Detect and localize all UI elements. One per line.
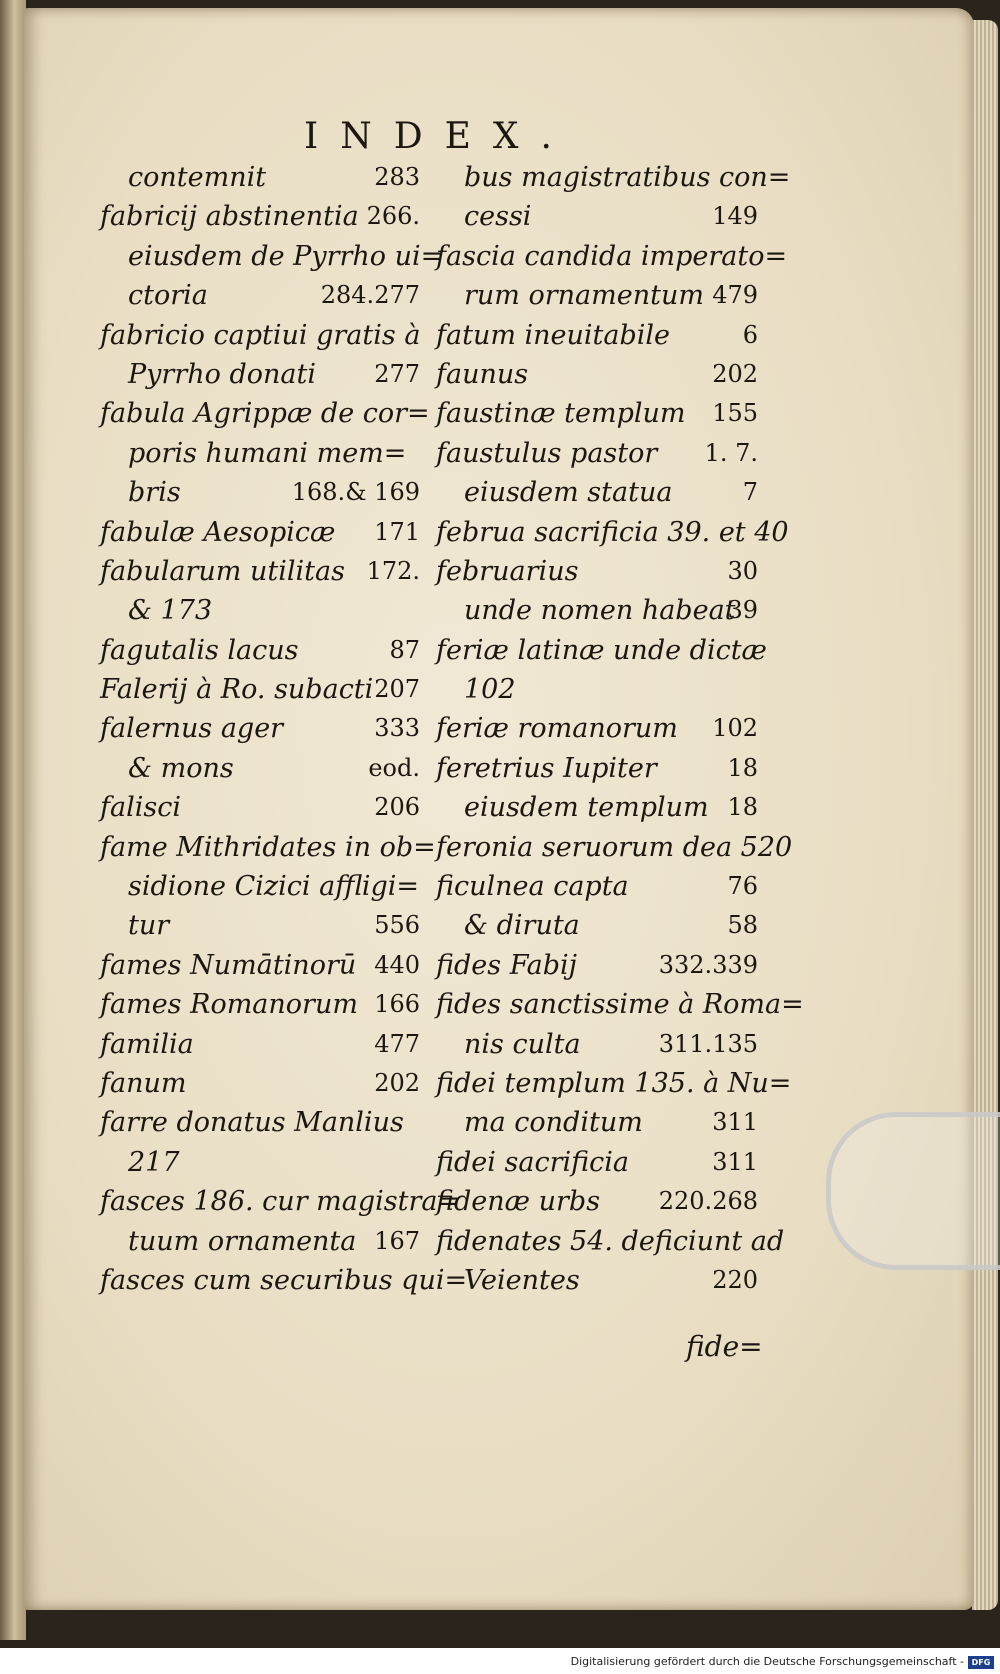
entry-text: sidione Cizici affligi= (128, 871, 420, 903)
entry-page-number: 220 (712, 1265, 758, 1294)
entry-page-number: 7 (742, 478, 758, 507)
index-entry (436, 1222, 785, 1261)
index-entry (436, 1143, 758, 1182)
entry-text: contemnit (128, 162, 267, 193)
index-column-left (100, 158, 468, 1300)
index-entry (436, 513, 789, 552)
entry-text: fidenates 54. deficiunt ad (436, 1225, 785, 1257)
entry-text: & mons (128, 752, 234, 784)
index-column-right (436, 158, 804, 1300)
index-entry (100, 1064, 420, 1103)
entry-text: bus magistratibus con= (464, 162, 791, 193)
entry-text: farre donatus Manlius (100, 1107, 404, 1139)
entry-page-number: 18 (727, 793, 758, 822)
index-page (24, 8, 974, 1610)
facing-page-edge (0, 0, 26, 1640)
entry-text: fames Romanorum (100, 989, 358, 1021)
index-entry (436, 828, 793, 867)
entry-text: fides Fabij (436, 949, 577, 981)
entry-page-number: 333 (374, 714, 420, 743)
index-entry (436, 473, 758, 512)
index-entry (100, 1143, 420, 1182)
index-entry (100, 355, 420, 394)
index-entry (436, 1103, 758, 1142)
index-entry (436, 749, 758, 788)
entry-page-number: 311.135 (658, 1029, 758, 1058)
entry-text: fabularum utilitas (100, 555, 345, 587)
entry-text: faustinæ templum (436, 398, 686, 430)
index-entry (436, 276, 758, 315)
index-entry (100, 985, 420, 1024)
index-entry (100, 1182, 461, 1221)
entry-text: cessi (464, 201, 532, 233)
index-entry (100, 1222, 420, 1261)
entry-text: 217 (128, 1146, 180, 1178)
entry-page-number: 149 (712, 202, 758, 231)
entry-text: & diruta (464, 910, 580, 942)
index-entry (100, 1261, 468, 1300)
index-entry (436, 591, 758, 630)
entry-page-number: 311 (712, 1147, 758, 1176)
entry-page-number: 332.339 (658, 950, 758, 979)
entry-text: tuum ornamenta (128, 1225, 357, 1257)
entry-page-number: 171 (374, 517, 420, 546)
dfg-logo: DFG (968, 1656, 994, 1669)
entry-page-number: 166 (374, 990, 420, 1019)
entry-text: februa sacrificia 39. et 40 (436, 516, 789, 548)
catchword: fide= (686, 1330, 763, 1363)
index-entry (100, 434, 420, 473)
index-entry (100, 906, 420, 945)
entry-text: eiusdem de Pyrrho ui= (128, 240, 444, 272)
entry-text: Pyrrho donati (128, 358, 316, 390)
entry-text: Falerij à Ro. subacti (100, 674, 374, 706)
index-entry (436, 197, 758, 236)
entry-text: falisci (100, 792, 181, 824)
entry-page-number: 102 (712, 714, 758, 743)
entry-text: faustulus pastor (436, 437, 658, 469)
entry-text: feronia seruorum dea 520 (436, 831, 793, 863)
entry-page-number: 58 (727, 911, 758, 940)
entry-page-number: 311 (712, 1108, 758, 1137)
entry-page-number: 172. (366, 556, 420, 585)
entry-page-number: 202 (374, 1068, 420, 1097)
page-clip (826, 1112, 1000, 1270)
index-entry (436, 1261, 758, 1300)
entry-page-number: 283 (374, 163, 420, 191)
entry-page-number: 440 (374, 950, 420, 979)
index-entry (436, 434, 758, 473)
index-entry (436, 709, 758, 748)
entry-text: fidei templum 135. à Nu= (436, 1067, 792, 1099)
entry-page-number: 1. 7. (704, 438, 758, 467)
entry-text: februarius (436, 555, 579, 587)
running-head: INDEX. (304, 116, 574, 157)
entry-page-number: 39 (727, 596, 758, 625)
entry-text: feretrius Iupiter (436, 752, 657, 784)
index-entry (100, 197, 420, 236)
entry-text: fasces 186. cur magistra= (100, 1186, 461, 1218)
index-entry (100, 1103, 420, 1142)
index-entry (100, 237, 444, 276)
entry-text: fides sanctissime à Roma= (436, 989, 804, 1021)
index-entry (100, 591, 420, 630)
index-entry (436, 946, 758, 985)
index-entry (100, 788, 420, 827)
page-fore-edge (972, 20, 998, 1610)
index-entry (100, 631, 420, 670)
index-entry (100, 513, 420, 552)
entry-text: eiusdem statua (464, 477, 673, 509)
entry-page-number: 6 (742, 320, 758, 349)
entry-page-number: 30 (727, 556, 758, 585)
index-entry (436, 1025, 758, 1064)
entry-text: feriæ latinæ unde dictæ (436, 634, 767, 666)
entry-text: familia (100, 1028, 194, 1060)
facing-page-fragments (2, 150, 24, 1550)
entry-page-number: 202 (712, 359, 758, 388)
entry-text: fabricio captiui gratis à (100, 319, 421, 351)
entry-text: & 173 (128, 595, 213, 627)
entry-text: 102 (464, 674, 516, 706)
entry-page-number: 277 (374, 359, 420, 388)
index-entry (100, 473, 420, 512)
entry-text: fame Mithridates in ob= (100, 831, 436, 863)
entry-page-number: 284.277 (320, 281, 420, 310)
index-entry (436, 552, 758, 591)
entry-page-number: 207 (374, 675, 420, 704)
entry-page-number: 87 (389, 635, 420, 664)
entry-text: fabricij abstinentia (100, 201, 359, 233)
entry-page-number: 155 (712, 399, 758, 428)
index-entry (436, 906, 758, 945)
entry-text: fanum (100, 1067, 187, 1099)
entry-page-number: 76 (727, 872, 758, 901)
entry-text: fames Numātinorū (100, 949, 357, 981)
entry-page-number: 477 (374, 1029, 420, 1058)
index-entry (436, 237, 788, 276)
index-entry (100, 946, 420, 985)
entry-text: nis culta (464, 1028, 581, 1060)
entry-page-number: 167 (374, 1226, 420, 1255)
entry-text: falernus ager (100, 713, 284, 745)
entry-text: fidenæ urbs (436, 1186, 601, 1218)
digitization-footer (0, 1648, 1000, 1674)
entry-page-number: 206 (374, 793, 420, 822)
entry-text: ficulnea capta (436, 871, 629, 903)
entry-text: eiusdem templum (464, 792, 709, 824)
index-entry (100, 1025, 420, 1064)
index-entry (100, 670, 420, 709)
index-entry (436, 1182, 758, 1221)
footer-credit: Digitalisierung gefördert durch die Deutsche Forschungsgemeinschaft - (570, 1655, 964, 1668)
index-entry (436, 355, 758, 394)
entry-text: fascia candida imperato= (436, 240, 788, 272)
index-entry (100, 749, 420, 788)
index-entry (436, 1064, 792, 1103)
index-entry (436, 316, 758, 355)
entry-text: fidei sacrificia (436, 1146, 629, 1178)
entry-text: feriæ romanorum (436, 713, 678, 745)
entry-text: Veientes (464, 1264, 580, 1296)
entry-text: fasces cum securibus qui= (100, 1264, 468, 1296)
index-entry (100, 709, 420, 748)
entry-page-number: eod. (368, 753, 420, 782)
entry-text: unde nomen habeat (464, 595, 736, 627)
index-entry (100, 158, 420, 197)
index-entry (436, 631, 767, 670)
index-entry (436, 670, 758, 709)
entry-text: rum ornamentum (464, 280, 704, 312)
entry-text: fagutalis lacus (100, 634, 299, 666)
index-entry (100, 828, 436, 867)
entry-text: poris humani mem= (128, 437, 407, 469)
entry-text: faunus (436, 358, 529, 390)
index-entry (100, 867, 420, 906)
entry-text: ma conditum (464, 1107, 643, 1139)
index-entry (100, 394, 430, 433)
entry-text: fabula Agrippæ de cor= (100, 398, 430, 430)
entry-text: tur (128, 910, 170, 942)
entry-text: bris (128, 477, 181, 509)
index-entry (436, 158, 791, 197)
entry-page-number: 556 (374, 911, 420, 940)
entry-text: fatum ineuitabile (436, 319, 671, 351)
index-entry (436, 867, 758, 906)
index-entry (100, 552, 420, 591)
entry-page-number: 479 (712, 281, 758, 310)
entry-page-number: 220.268 (658, 1187, 758, 1216)
entry-page-number: 168.& 169 (291, 478, 420, 507)
entry-text: fabulæ Aesopicæ (100, 516, 336, 548)
index-entry (436, 985, 804, 1024)
entry-text: ctoria (128, 280, 208, 312)
index-entry (436, 394, 758, 433)
index-entry (100, 276, 420, 315)
index-entry (100, 316, 420, 355)
entry-page-number: 266. (366, 202, 420, 231)
entry-page-number: 18 (727, 753, 758, 782)
index-entry (436, 788, 758, 827)
